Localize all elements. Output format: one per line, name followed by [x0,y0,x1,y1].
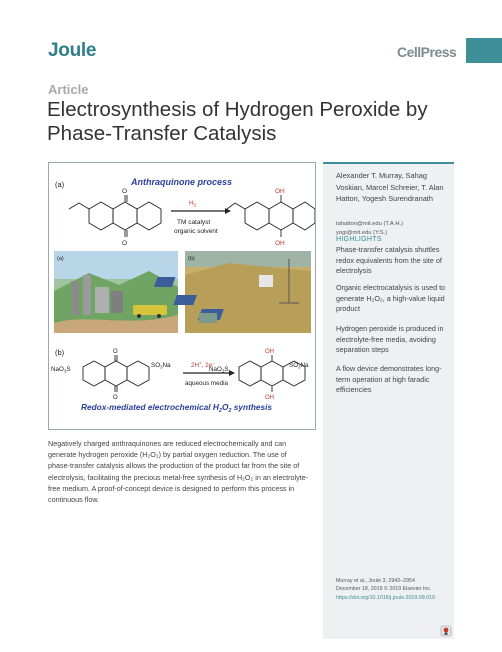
naso3-left: NaO$_3$S [51,366,71,374]
article-title: Electrosynthesis of Hydrogen Peroxide by Phase-Transfer Catalysis [47,98,428,145]
sulfonated-anthrahydroquinone-right [239,355,305,392]
citation-line: Murray et al., Joule 3, 2942–2954 [336,578,415,584]
oh-top-b: OH [265,349,274,355]
naso3-right: NaO$_3$S [209,366,229,374]
citation-block [336,577,448,602]
carbonyl-o-bottom-b: O [113,395,118,401]
contact-emails [336,220,448,237]
publication-date: December 18, 2019 © 2019 Elsevier Inc. [336,586,432,593]
publisher-logo: CellPress [397,44,457,60]
solvent-label: organic solvent [174,228,218,235]
crossmark-icon[interactable] [440,624,452,636]
carbonyl-o-bottom: O [122,240,128,247]
oh-bottom-a: OH [275,240,285,247]
illustration-industrial [54,251,178,333]
highlight-item: Phase-transfer catalysis shuttles redox equivalents from the site of electrolysis [336,245,442,276]
journal-logo: Joule [48,40,97,61]
email-surendranath[interactable]: yogi@mit.edu (Y.S.) [336,229,388,236]
sulfonated-anthraquinone-left [83,355,149,392]
graphical-abstract-svg [49,163,315,429]
article-type-label: Article [48,82,89,97]
anthraquinone-left [69,195,161,237]
author-list: Alexander T. Murray, Sahag Voskian, Marcel Schreier, T. Alan Hatton, Yogesh Surendranath [336,171,444,203]
highlight-item: A flow device demonstrates long-term operation at high faradic efficiencies [336,364,442,395]
doi-link[interactable]: https://doi.org/10.1016/j.joule.2019.09.019 [336,594,435,601]
panel-a-label: (a) [55,180,65,189]
oh-bottom-b: OH [265,395,274,401]
abstract-text: Negatively charged anthraquinones are reduced electrochemically and can generate hydrogen peroxide (H₂O₂) by partial oxygen reduction. The use of phase-transfer catalysis allows the production of the product far from the site of electrolysis, facilitating the precious metal-free synthesis of H₂O₂ in an electrolyte-free medium. A proof-of-concept device is designed to perform this process in continuous flow. [48,439,309,505]
anthrahydroquinone-right [227,195,315,237]
carbonyl-o-top-b: O [113,349,118,355]
highlight-item: Organic electrocatalysis is used to generate H₂O₂, a high-value liquid product [336,283,446,314]
email-hatton[interactable]: tahatton@mit.edu (T.A.H.) [336,221,404,227]
catalyst-label: TM catalyst [177,219,211,226]
oh-top-a: OH [275,188,285,195]
so3na-right: $SO_3Na$ [289,362,309,370]
h2-label: $H_2$ [189,200,197,208]
panel-a-title: Anthraquinone process [131,177,233,187]
image-label-right: (b) [188,256,195,262]
aqueous-label: aqueous media [185,380,229,387]
highlights-heading: HIGHLIGHTS [336,236,382,243]
highlight-item: Hydrogen peroxide is produced in electrolyte-free media, avoiding separation steps [336,324,444,355]
image-label-left: (a) [57,256,64,262]
graphical-abstract [48,162,316,430]
publisher-color-block [466,38,502,63]
panel-b-label: (b) [55,348,65,357]
panel-b-title: Redox-mediated electrochemical $H_2O_2$ synthesis [81,402,273,414]
so3na-left: $SO_3Na$ [151,362,171,370]
electron-label: 2H+, 2e− [191,360,215,369]
carbonyl-o-top: O [122,188,128,195]
